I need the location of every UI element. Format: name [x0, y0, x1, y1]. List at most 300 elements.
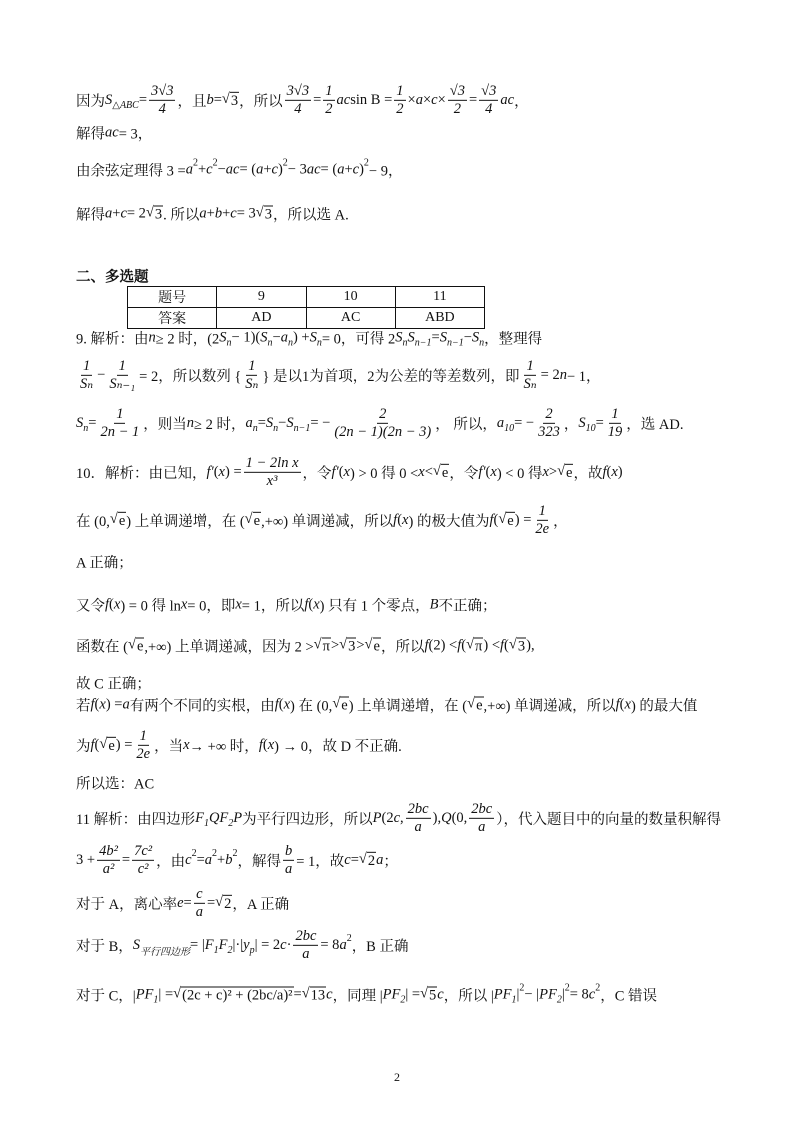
numerator: 1	[139, 727, 147, 744]
text: 由余弦定理得 3 =	[76, 163, 186, 180]
table-cell: AD	[217, 308, 306, 329]
math-symbol: c	[344, 851, 351, 868]
text: (	[397, 511, 403, 528]
text: (2) <	[428, 637, 458, 654]
math-symbol: S	[471, 329, 480, 346]
math-symbol: x	[235, 596, 242, 613]
denominator: 2e	[535, 520, 550, 537]
superscript: 2	[564, 982, 570, 994]
text: 不正确；	[438, 598, 497, 615]
radical-sign: √	[420, 985, 429, 1002]
square-root	[222, 91, 239, 110]
text: ，C 错误	[600, 988, 658, 1005]
numerator: 1	[325, 82, 333, 99]
superscript: 2	[519, 982, 525, 994]
table-cell: 题号	[128, 287, 217, 308]
math-symbol: f	[500, 637, 505, 654]
subscript: 平行四边形	[140, 946, 191, 958]
text-line	[76, 328, 542, 349]
subscript: 10	[504, 422, 515, 434]
radicand: 13	[310, 987, 326, 1004]
text: = 0，可得 2	[321, 331, 396, 348]
denominator: a	[478, 818, 486, 835]
text: =	[431, 329, 440, 346]
text: ，当	[154, 738, 184, 755]
denominator: (2n − 1)(2n − 3)	[334, 423, 432, 440]
fraction	[194, 886, 205, 920]
text: − |	[524, 986, 540, 1003]
fraction	[533, 503, 551, 537]
text: (	[338, 463, 344, 480]
math-symbol: PF	[135, 986, 154, 1003]
denominator: a	[195, 903, 203, 920]
text: ) 只有 1 个零点，	[319, 598, 430, 615]
fraction	[132, 843, 154, 877]
text: = −	[514, 414, 535, 431]
subscript: n	[316, 337, 322, 349]
math-symbol: S	[132, 936, 141, 953]
fraction	[283, 843, 294, 877]
text: ，所以	[239, 93, 283, 110]
radical-sign: √	[358, 850, 367, 867]
math-symbol: ac	[105, 124, 119, 141]
denominator: 19	[607, 423, 623, 440]
square-root	[509, 637, 526, 656]
subscript: n−1	[293, 422, 311, 434]
denominator: a	[284, 860, 293, 877]
text: |·|	[232, 936, 244, 953]
text: (	[94, 696, 100, 713]
math-symbol: n	[559, 366, 567, 383]
math-symbol: a	[105, 205, 113, 222]
math-symbol: f	[457, 637, 462, 654]
subscript: n	[273, 422, 279, 434]
text: =	[350, 851, 359, 868]
square-root	[339, 637, 356, 656]
text: 解得	[76, 126, 105, 143]
subscript: 10	[585, 422, 596, 434]
square-root	[215, 894, 232, 913]
table-row	[128, 308, 485, 329]
math-symbol: S	[439, 329, 447, 346]
text: )	[359, 161, 364, 178]
text: >	[548, 463, 558, 480]
math-symbol: c	[393, 809, 401, 826]
radical-sign: √	[339, 636, 348, 653]
text: (0,	[451, 809, 468, 826]
math-symbol: a	[339, 936, 347, 953]
text: ) < 0 得	[496, 465, 543, 482]
square-root	[359, 851, 376, 870]
square-root	[99, 736, 115, 755]
fraction	[293, 928, 318, 962]
fraction	[479, 83, 498, 117]
text: +	[263, 161, 272, 178]
math-symbol: b	[206, 91, 214, 108]
denominator: Sₙ	[245, 375, 259, 392]
numerator: 1	[396, 82, 404, 99]
subscript: n	[226, 337, 232, 349]
text: (	[278, 696, 284, 713]
radicand: π	[322, 638, 330, 655]
math-symbol: S	[260, 329, 268, 346]
text: 故 C 正确；	[76, 676, 151, 693]
text-line	[76, 673, 151, 694]
numerator: 1	[116, 405, 124, 422]
math-symbol: x	[313, 596, 320, 613]
math-symbol: x	[490, 463, 497, 480]
text: ，	[514, 93, 529, 110]
text: ，由	[156, 853, 186, 870]
text: = 2，所以数列 {	[139, 368, 242, 385]
radical-sign: √	[432, 462, 441, 479]
math-symbol: PF	[382, 986, 401, 1003]
text: ·	[286, 936, 292, 953]
denominator: 323	[538, 423, 560, 440]
text: A 正确；	[76, 555, 133, 572]
superscript: 2	[192, 157, 198, 169]
math-symbol: f	[615, 696, 620, 713]
square-root	[245, 511, 261, 530]
square-root	[433, 463, 449, 482]
subscript: 1	[153, 994, 159, 1006]
text: (	[485, 463, 491, 480]
radical-sign: √	[508, 636, 517, 653]
text: −	[272, 329, 281, 346]
text-line	[76, 552, 133, 573]
math-symbol: F	[204, 936, 214, 953]
radical-sign: √	[466, 636, 475, 653]
text-line	[76, 928, 408, 962]
fraction	[134, 728, 152, 762]
denominator: a²	[102, 860, 115, 877]
radicand: e	[118, 512, 126, 529]
text: −	[97, 366, 106, 383]
fraction	[606, 406, 625, 440]
text: ) 上单调递增，在 (	[348, 698, 468, 715]
text: ， 所以，	[435, 416, 497, 433]
square-root	[146, 205, 163, 224]
table-cell: 9	[217, 287, 306, 308]
text: ×	[407, 91, 416, 108]
text: ,+∞) 单调递减，所以	[483, 698, 616, 715]
text: +	[222, 205, 231, 222]
numerator: 2bc	[471, 800, 493, 817]
math-symbol: c	[271, 161, 278, 178]
fraction	[469, 801, 494, 835]
denominator: Sₙ₋₁	[109, 375, 136, 392]
text: 3 +	[76, 851, 96, 868]
denominator: a	[414, 818, 422, 835]
fraction	[285, 83, 311, 117]
text: ，整理得	[484, 331, 543, 348]
subscript: p	[249, 944, 255, 956]
numerator: 1	[538, 502, 546, 519]
text: ×	[422, 91, 432, 108]
math-symbol: x	[113, 596, 121, 613]
text: ) 的极大值为	[408, 513, 490, 530]
denominator: Sₙ	[523, 375, 537, 392]
text-line	[76, 886, 289, 920]
math-symbol: a	[185, 161, 193, 178]
page-number: 2	[394, 1070, 400, 1084]
numerator: √3	[449, 82, 465, 99]
radicand: 3	[517, 638, 526, 655]
subscript: n	[287, 337, 293, 349]
text: =	[196, 851, 205, 868]
math-symbol: c	[588, 986, 596, 1003]
subscript: n	[479, 337, 485, 349]
math-symbol: x	[542, 463, 549, 480]
radical-sign: √	[255, 204, 264, 221]
radical-sign: √	[221, 90, 230, 107]
text: >	[330, 637, 340, 654]
radicand: 5	[429, 987, 437, 1004]
square-root	[256, 205, 273, 224]
square-root	[332, 696, 348, 715]
text: +	[217, 851, 226, 868]
text: 对于 A，离心率	[76, 896, 178, 913]
text: ，解得	[237, 853, 281, 870]
text: <	[424, 463, 433, 480]
radical-sign: √	[332, 695, 341, 712]
text: +	[112, 205, 121, 222]
math-symbol: n	[186, 414, 194, 431]
superscript: 2	[346, 932, 352, 944]
math-symbol: a	[199, 205, 207, 222]
text: +	[206, 205, 215, 222]
text: ；	[383, 853, 398, 870]
text: =	[138, 91, 148, 108]
text: sin B =	[350, 91, 393, 108]
text: ≥ 2 时，	[193, 416, 246, 433]
subscript: 1	[203, 817, 209, 829]
math-symbol: x	[402, 511, 409, 528]
square-root	[173, 986, 293, 1005]
radicand: e	[441, 464, 449, 481]
text: 9. 解析：由	[76, 331, 149, 348]
text-line	[76, 503, 568, 537]
text-line	[76, 157, 403, 181]
text: =	[213, 91, 222, 108]
text: +	[344, 161, 353, 178]
math-symbol: B	[429, 596, 439, 613]
radical-sign: √	[173, 985, 182, 1002]
text-line	[76, 406, 683, 440]
text: (	[504, 637, 509, 654]
math-symbol: P	[372, 809, 382, 826]
text: ，所以	[380, 639, 425, 656]
denominator: 2n − 1	[100, 423, 140, 440]
numerator: b	[284, 842, 293, 859]
text: ，	[563, 416, 579, 433]
math-symbol: a	[337, 161, 345, 178]
text: =	[293, 986, 302, 1003]
math-symbol: n	[148, 329, 156, 346]
square-root	[466, 637, 483, 656]
radicand: e	[108, 737, 115, 754]
text: 解得	[76, 207, 105, 224]
text: | =	[405, 986, 421, 1003]
text-line	[76, 358, 601, 392]
text-line	[76, 728, 402, 762]
square-root	[128, 637, 144, 656]
text: −	[217, 161, 226, 178]
text: =	[595, 414, 604, 431]
text: =	[257, 414, 266, 431]
superscript: 2	[212, 847, 218, 859]
math-symbol: PF	[493, 986, 512, 1003]
text: . 所以	[163, 207, 200, 224]
text: = −	[310, 414, 331, 431]
math-symbol: P	[233, 809, 243, 826]
math-symbol: c	[280, 936, 287, 953]
text: ，且	[177, 93, 207, 110]
math-symbol: f′	[331, 463, 339, 480]
numerator: 7c²	[134, 842, 153, 859]
radicand: e	[476, 697, 483, 714]
text: +	[197, 161, 207, 178]
math-symbol: x	[624, 696, 631, 713]
numerator: 1	[118, 357, 126, 374]
subscript: n	[402, 337, 408, 349]
math-symbol: c	[185, 851, 192, 868]
text: = 1，所以	[241, 598, 305, 615]
radical-sign: √	[244, 510, 253, 527]
radicand: 3	[264, 206, 272, 223]
text: =	[121, 851, 131, 868]
numerator: √3	[481, 82, 497, 99]
text-line	[76, 595, 496, 616]
fraction	[243, 358, 260, 392]
text: ) 在 (0,	[290, 698, 333, 715]
math-symbol: f′	[478, 463, 486, 480]
fraction	[448, 83, 467, 117]
math-symbol: a	[376, 851, 384, 868]
subscript: 2	[400, 994, 406, 1006]
radicand: e	[341, 697, 348, 714]
math-symbol: f	[424, 637, 429, 654]
text: |	[561, 986, 565, 1003]
fraction	[406, 801, 431, 835]
subscript: n	[252, 422, 258, 434]
text: 函数在 (	[76, 639, 128, 656]
numerator: 1	[526, 357, 534, 374]
text: (	[606, 463, 612, 480]
math-symbol: f	[105, 596, 110, 613]
radicand: e	[136, 638, 144, 655]
text: (	[461, 637, 467, 654]
fraction	[98, 406, 141, 440]
math-symbol: a	[496, 414, 505, 431]
text: (	[262, 736, 268, 753]
math-symbol: PF	[539, 986, 557, 1003]
subscript: 2	[556, 994, 562, 1006]
math-symbol: b	[225, 851, 233, 868]
text: 因为	[76, 93, 105, 110]
text: =	[183, 894, 192, 911]
math-symbol: x	[218, 463, 225, 480]
fraction	[97, 843, 120, 877]
text: ×	[437, 91, 446, 108]
text: 为	[76, 738, 91, 755]
square-root	[302, 986, 326, 1005]
text: = 3，	[118, 126, 153, 143]
text: ，B 正确	[351, 938, 409, 955]
radicand: 3	[154, 206, 163, 223]
text: =	[206, 894, 216, 911]
table-cell: 答案	[128, 308, 217, 329]
table-cell: 10	[306, 287, 395, 308]
text: = |	[190, 936, 205, 953]
text: = 1，故	[296, 853, 345, 870]
denominator: 4	[294, 100, 302, 117]
radical-sign: √	[109, 510, 118, 527]
math-symbol: S	[76, 414, 84, 431]
math-symbol: c	[431, 91, 438, 108]
radicand: π	[475, 638, 483, 655]
subscript: n−1	[446, 337, 464, 349]
math-symbol: ac	[306, 161, 321, 178]
math-symbol: c	[120, 205, 127, 222]
math-symbol: f	[602, 463, 607, 480]
text: )	[617, 463, 623, 480]
text: ),	[526, 637, 535, 654]
text: − 1)(	[231, 329, 261, 346]
math-symbol: f	[393, 511, 398, 528]
text-line	[76, 773, 154, 794]
math-symbol: x	[418, 463, 425, 480]
subscript: n−1	[414, 337, 432, 349]
math-symbol: f	[90, 736, 95, 753]
math-symbol: x	[343, 463, 350, 480]
answer-table	[127, 286, 485, 329]
math-symbol: a	[256, 161, 264, 178]
text: (	[94, 736, 100, 753]
fraction	[107, 358, 137, 392]
radicand: e	[373, 638, 380, 655]
text: ），代入题目中的向量的数量积解得	[496, 811, 721, 828]
denominator: 4	[485, 100, 493, 117]
text: ) =	[105, 696, 123, 713]
math-symbol: S	[265, 414, 274, 431]
text-line	[76, 204, 349, 225]
fraction	[394, 83, 405, 117]
text: ≥ 2 时，(2	[155, 331, 220, 348]
fraction	[78, 358, 95, 392]
text: ,+∞) 单调递减，所以	[261, 513, 394, 530]
radicand: 2	[224, 895, 232, 912]
math-symbol: c	[206, 161, 213, 178]
text: = 0，即	[187, 598, 236, 615]
superscript: 2	[282, 157, 288, 169]
math-symbol: S	[395, 329, 403, 346]
radical-sign: √	[498, 510, 507, 527]
math-symbol: S	[105, 91, 113, 108]
math-symbol: QF	[208, 809, 229, 826]
text: = (	[320, 161, 338, 178]
math-symbol: a	[245, 414, 253, 431]
text: −	[463, 329, 472, 346]
math-symbol: S	[309, 329, 317, 346]
text: ，同理 |	[332, 988, 383, 1005]
square-root	[365, 637, 381, 656]
text: ) → 0，故 D 不正确.	[274, 738, 402, 755]
fraction	[536, 406, 562, 440]
square-root	[467, 696, 483, 715]
text: ，故	[573, 465, 603, 482]
fraction	[332, 406, 433, 440]
